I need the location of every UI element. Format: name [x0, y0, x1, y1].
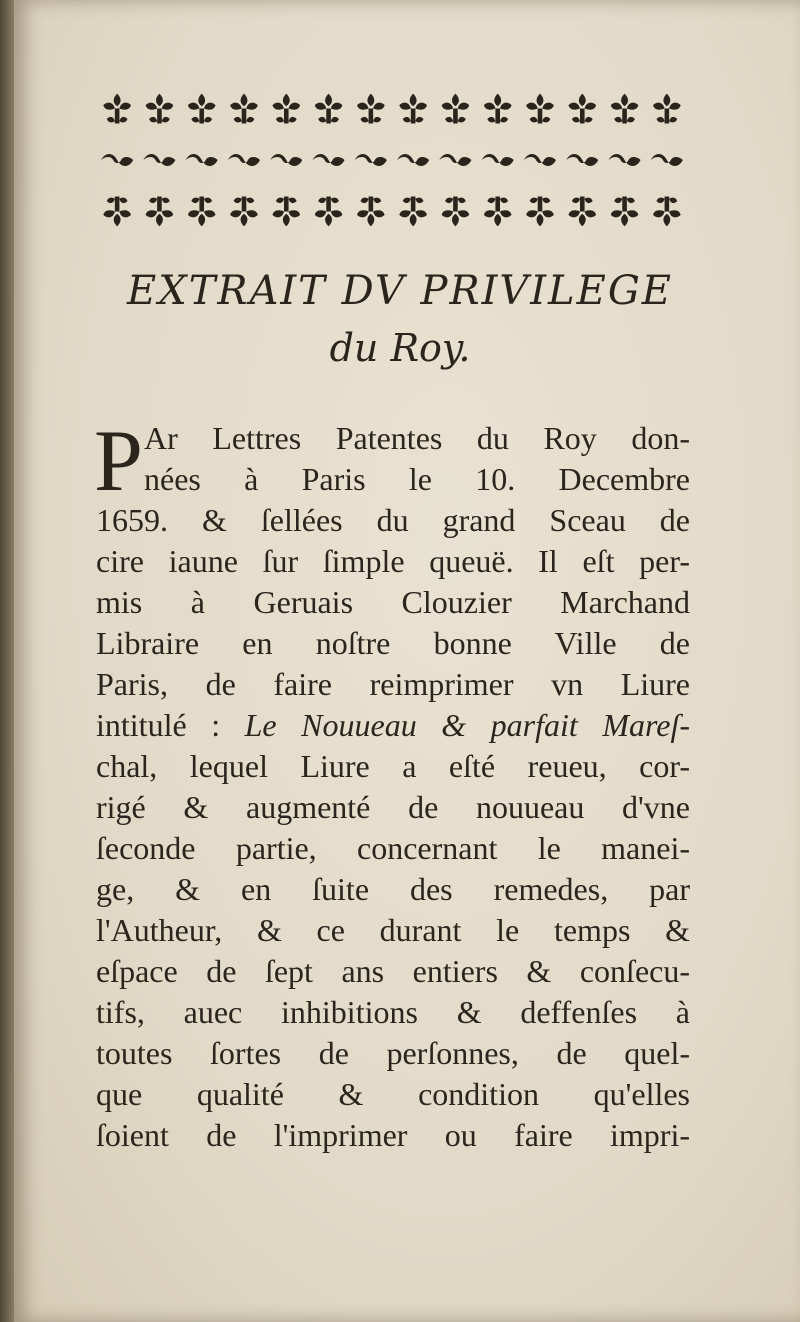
printers-ornament-band: [96, 90, 688, 232]
scroll-ornament: [143, 154, 175, 166]
fleuron-ornament: [230, 94, 258, 124]
scroll-ornament: [397, 154, 429, 166]
book-title-italic: Le Nouueau & parfait Mareſ-: [244, 707, 691, 743]
text-line: nées à Paris le 10. Decembre: [144, 461, 690, 497]
fleuron-ornament: [357, 197, 385, 227]
scroll-ornament: [313, 154, 345, 166]
fleuron-ornament: [484, 197, 512, 227]
scroll-ornament: [355, 154, 387, 166]
fleuron-ornament: [399, 197, 427, 227]
text-line: chal, lequel Liure a eſté reueu, cor-: [96, 748, 690, 784]
scroll-ornament: [101, 154, 133, 166]
fleuron-ornament: [611, 94, 639, 124]
text-line: tifs, auec inhibitions & deffenſes à: [96, 994, 690, 1030]
text-line: toutes ſortes de perſonnes, de quel-: [96, 1035, 690, 1071]
fleuron-ornament: [442, 197, 470, 227]
fleuron-ornament: [146, 94, 174, 124]
fleuron-ornament: [399, 94, 427, 124]
privilege-text: [94, 413, 691, 1156]
fleuron-ornament: [568, 197, 596, 227]
text-line: ſeconde partie, concernant le manei-: [96, 830, 690, 866]
page-subtitle: du Roy.: [329, 326, 471, 370]
scroll-ornament: [270, 154, 302, 166]
scroll-ornament: [524, 154, 556, 166]
scroll-ornament: [186, 154, 218, 166]
fleuron-ornament: [653, 197, 681, 227]
fleuron-ornament: [357, 94, 385, 124]
fleuron-ornament: [442, 94, 470, 124]
text-line: Paris, de faire reimprimer vn Liure: [96, 666, 690, 702]
fleuron-ornament: [653, 94, 681, 124]
text-line: l'Autheur, & ce durant le temps &: [96, 912, 690, 948]
text-line: 1659. & ſellées du grand Sceau de: [96, 502, 690, 538]
text-line: Libraire en noſtre bonne Ville de: [96, 625, 690, 661]
fleuron-ornament: [526, 94, 554, 124]
fleuron-ornament: [526, 197, 554, 227]
fleuron-ornament: [568, 94, 596, 124]
fleuron-ornament: [103, 197, 131, 227]
fleuron-ornament: [146, 197, 174, 227]
fleuron-ornament: [230, 197, 258, 227]
page-title: EXTRAIT DV PRIVILEGE: [127, 268, 673, 314]
fleuron-ornament: [315, 94, 343, 124]
fleuron-ornament: [611, 197, 639, 227]
fleuron-ornament: [188, 94, 216, 124]
text-line: que qualité & condition qu'elles: [96, 1076, 690, 1112]
fleuron-ornament: [272, 94, 300, 124]
text-line: cire iaune ſur ſimple queuë. Il eſt per-: [96, 543, 690, 579]
scroll-ornament: [651, 154, 683, 166]
text-line: ge, & en ſuite des remedes, par: [96, 871, 690, 907]
scroll-ornament: [566, 154, 598, 166]
text-line: rigé & augmenté de nouueau d'vne: [96, 789, 690, 825]
text-line: eſpace de ſept ans entiers & conſecu-: [96, 953, 690, 989]
scroll-ornament: [228, 154, 260, 166]
fleuron-ornament: [188, 197, 216, 227]
text-segment: intitulé :: [96, 707, 245, 743]
scroll-ornament: [482, 154, 514, 166]
text-line: Ar Lettres Patentes du Roy don-: [144, 420, 690, 456]
text-line: mis à Geruais Clouzier Marchand: [96, 584, 690, 620]
fleuron-ornament: [272, 197, 300, 227]
drop-cap: P: [94, 413, 143, 510]
book-gutter: [0, 0, 14, 1322]
fleuron-ornament: [484, 94, 512, 124]
scroll-ornament: [609, 154, 641, 166]
fleuron-ornament: [103, 94, 131, 124]
text-line-with-title: [96, 705, 690, 746]
fleuron-ornament: [315, 197, 343, 227]
text-line: ſoient de l'imprimer ou faire impri-: [96, 1117, 690, 1153]
scroll-ornament: [439, 154, 471, 166]
